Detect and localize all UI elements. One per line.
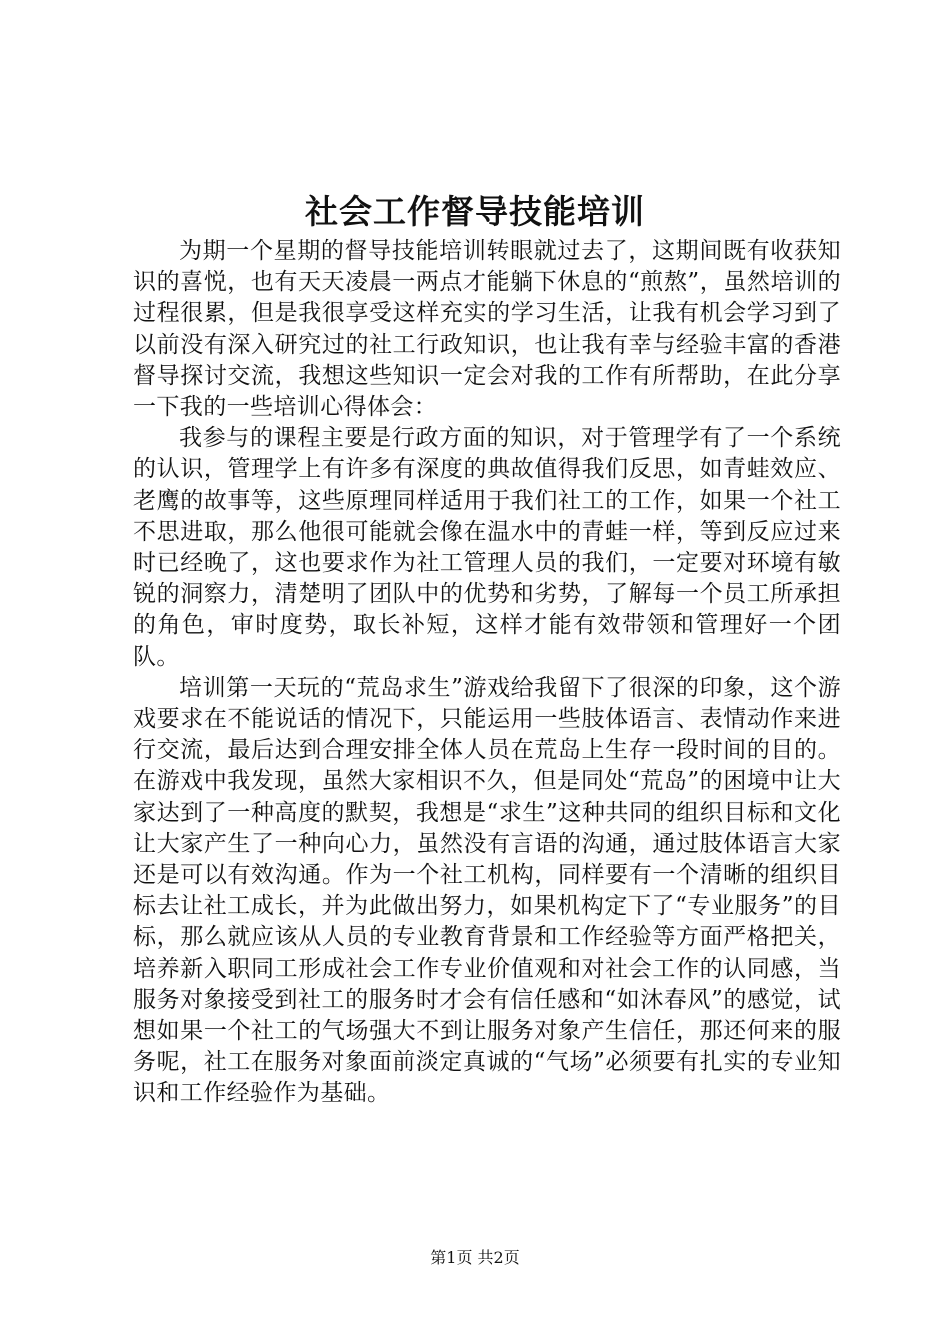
paragraph-1: 为期一个星期的督导技能培训转眼就过去了，这期间既有收获知识的喜悦，也有天天凌晨一两点才能躺下休息的“煎熬”，虽然培训的过程很累，但是我很享受这样充实的学习生活，让我有机会学习到了以前没有深入研究过的社工行政知识，也让我有幸与经验丰富的香港督导探讨交流，我想这些知识一定会对我的工作有所帮助，在此分享一下我的一些培训心得体会： [133, 238, 841, 421]
paragraph-2: 我参与的课程主要是行政方面的知识，对于管理学有了一个系统的认识，管理学上有许多有深度的典故值得我们反思，如青蛙效应、老鹰的故事等，这些原理同样适用于我们社工的工作，如果一个社工不思进取，那么他很可能就会像在温水中的青蛙一样，等到反应过来时已经晚了，这也要求作为社工管理人员的我们，一定要对环境有敏锐的洞察力，清楚明了团队中的优势和劣势，了解每一个员工所承担的角色，审时度势，取长补短，这样才能有效带领和管理好一个团队。 [133, 425, 841, 670]
document-body [133, 236, 841, 1110]
paragraph-3: 培训第一天玩的“荒岛求生”游戏给我留下了很深的印象，这个游戏要求在不能说话的情况下，只能运用一些肢体语言、表情动作来进行交流，最后达到合理安排全体人员在荒岛上生存一段时间的目的。在游戏中我发现，虽然大家相识不久，但是同处“荒岛”的困境中让大家达到了一种高度的默契，我想是“求生”这种共同的组织目标和文化让大家产生了一种向心力，虽然没有言语的沟通，通过肢体语言大家还是可以有效沟通。作为一个社工机构，同样要有一个清晰的组织目标去让社工成长，并为此做出努力，如果机构定下了“专业服务”的目标，那么就应该从人员的专业教育背景和工作经验等方面严格把关，培养新入职同工形成社会工作专业价值观和对社会工作的认同感，当服务对象接受到社工的服务时才会有信任感和“如沐春风”的感觉，试想如果一个社工的气场强大不到让服务对象产生信任，那还何来的服务呢，社工在服务对象面前淡定真诚的“气场”必须要有扎实的专业知识和工作经验作为基础。 [133, 674, 841, 1107]
page-footer: 第1页 共2页 [430, 1248, 520, 1267]
page-title: 社会工作督导技能培训 [305, 192, 645, 231]
